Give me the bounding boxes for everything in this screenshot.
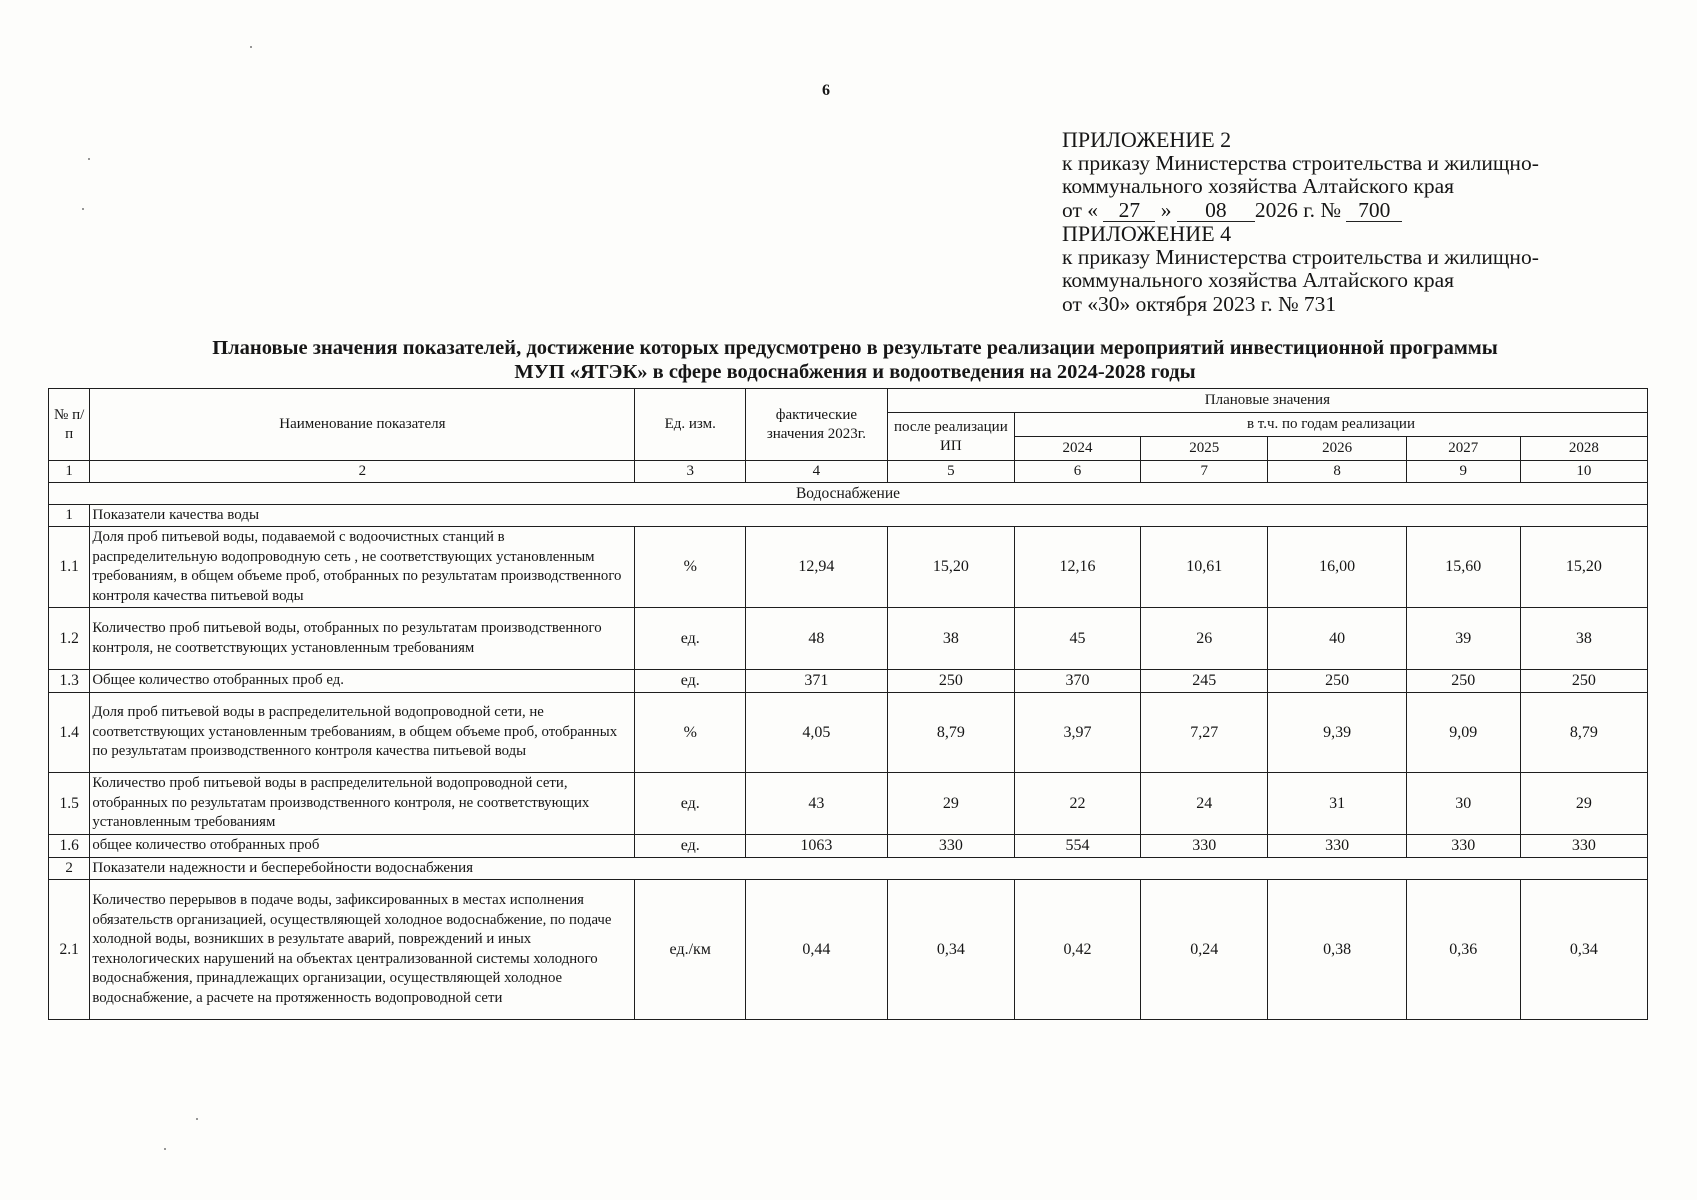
date-year: 2026 г. № [1254, 197, 1341, 222]
scan-speck [196, 1118, 198, 1120]
page-number: 6 [822, 82, 830, 99]
table-row [49, 608, 1648, 670]
row-unit: ед. [635, 835, 746, 858]
section-row [49, 483, 1648, 505]
header-planned: Плановые значения [887, 389, 1647, 413]
row-2025: 330 [1141, 835, 1268, 858]
row-2028: 330 [1520, 835, 1647, 858]
row-after: 0,34 [887, 880, 1014, 1020]
row-after: 38 [887, 608, 1014, 670]
row-actual: 12,94 [746, 527, 888, 608]
row-name: Количество перерывов в подаче воды, зафиксированных в местах исполнения обязательств организацией, осуществляющей холодное водоснабжение, по подаче холодной воды, возникших в результате аварий, повреждений и иных технологических нарушений на объектах централизованной системы холодного водоснабжения, принадлежащих организации, осуществляющей холодное водоснабжение, а расчете на протяженность водопроводной сети [90, 880, 635, 1020]
date-quote-close: » [1160, 197, 1172, 222]
row-2024: 3,97 [1014, 693, 1140, 773]
appendix2-line2: коммунального хозяйства Алтайского края [1062, 174, 1455, 198]
row-2027: 250 [1406, 670, 1520, 693]
row-name: Количество проб питьевой воды в распределительной водопроводной сети, отобранных по результатам производственного контроля, не соответствующих установленным требованиям [90, 773, 635, 835]
row-name: общее количество отобранных проб [90, 835, 635, 858]
column-index: 7 [1141, 461, 1268, 483]
row-num: 1.1 [49, 527, 90, 608]
column-index: 9 [1406, 461, 1520, 483]
row-2026: 16,00 [1268, 527, 1407, 608]
section-title: Водоснабжение [49, 483, 1648, 505]
header-after: после реализации ИП [887, 413, 1014, 461]
row-num: 1.6 [49, 835, 90, 858]
group-row [49, 505, 1648, 527]
appendix4-caption: ПРИЛОЖЕНИЕ 4 [1062, 221, 1232, 246]
row-after: 330 [887, 835, 1014, 858]
row-num: 1.3 [49, 670, 90, 693]
row-name: Доля проб питьевой воды, подаваемой с водоочистных станций в распределительную водопроводную сеть , не соответствующих установленным требованиям, в общем объеме проб, отобранных по результатам производственного контроля качества питьевой воды [90, 527, 635, 608]
appendix2-line1: к приказу Министерства строительства и жилищно- [1062, 150, 1539, 175]
column-index-row [49, 461, 1648, 483]
row-actual: 0,44 [746, 880, 888, 1020]
row-2024: 0,42 [1014, 880, 1140, 1020]
date-prefix: от « [1062, 197, 1098, 222]
row-actual: 43 [746, 773, 888, 835]
column-index: 3 [635, 461, 746, 483]
row-after: 250 [887, 670, 1014, 693]
row-actual: 48 [746, 608, 888, 670]
row-2028: 250 [1520, 670, 1647, 693]
column-index: 2 [90, 461, 635, 483]
row-2024: 12,16 [1014, 527, 1140, 608]
row-2027: 9,09 [1406, 693, 1520, 773]
row-actual: 4,05 [746, 693, 888, 773]
table-row [49, 880, 1648, 1020]
column-index: 5 [887, 461, 1014, 483]
group-row [49, 858, 1648, 880]
row-2024: 22 [1014, 773, 1140, 835]
header-year: 2026 [1268, 437, 1407, 461]
row-unit: ед./км [635, 880, 746, 1020]
header-by-years: в т.ч. по годам реализации [1014, 413, 1647, 437]
table-row [49, 670, 1648, 693]
table-row [49, 773, 1648, 835]
header-name: Наименование показателя [90, 389, 635, 461]
row-2026: 250 [1268, 670, 1407, 693]
row-2028: 38 [1520, 608, 1647, 670]
row-name: Доля проб питьевой воды в распределительной водопроводной сети, не соответствующих установленным требованиям, в общем объеме проб, отобранных по результатам производственного контроля качества питьевой воды [90, 693, 635, 773]
row-num: 1.4 [49, 693, 90, 773]
row-2025: 24 [1141, 773, 1268, 835]
title-line2: МУП «ЯТЭК» в сфере водоснабжения и водоотведения на 2024-2028 годы [514, 361, 1196, 383]
row-unit: ед. [635, 670, 746, 693]
row-2026: 330 [1268, 835, 1407, 858]
header-year: 2024 [1014, 437, 1140, 461]
column-index: 10 [1520, 461, 1647, 483]
column-index: 1 [49, 461, 90, 483]
row-actual: 1063 [746, 835, 888, 858]
group-title: Показатели качества воды [90, 505, 1648, 527]
row-2027: 0,36 [1406, 880, 1520, 1020]
row-2028: 8,79 [1520, 693, 1647, 773]
appendix2-caption: ПРИЛОЖЕНИЕ 2 [1062, 127, 1232, 152]
column-index: 6 [1014, 461, 1140, 483]
date-month: 08 [1177, 200, 1255, 222]
order-number: 700 [1346, 200, 1402, 222]
header-actual: фактические значения 2023г. [746, 389, 888, 461]
appendix4-line1: к приказу Министерства строительства и жилищно- [1062, 244, 1539, 269]
table-row [49, 835, 1648, 858]
scan-speck [164, 1148, 166, 1150]
row-2027: 30 [1406, 773, 1520, 835]
row-2025: 10,61 [1141, 527, 1268, 608]
scan-speck [88, 158, 90, 160]
row-unit: % [635, 693, 746, 773]
row-name: Количество проб питьевой воды, отобранных по результатам производственного контроля, не соответствующих установленным требованиям [90, 608, 635, 670]
row-2027: 330 [1406, 835, 1520, 858]
row-unit: ед. [635, 773, 746, 835]
appendix4-line2: коммунального хозяйства Алтайского края [1062, 268, 1455, 292]
row-2028: 15,20 [1520, 527, 1647, 608]
column-index: 4 [746, 461, 888, 483]
row-2026: 40 [1268, 608, 1407, 670]
group-num: 1 [49, 505, 90, 527]
row-after: 15,20 [887, 527, 1014, 608]
row-unit: % [635, 527, 746, 608]
header-num: № п/п [49, 389, 90, 461]
row-after: 29 [887, 773, 1014, 835]
group-num: 2 [49, 858, 90, 880]
row-2026: 31 [1268, 773, 1407, 835]
row-2028: 0,34 [1520, 880, 1647, 1020]
table-row [49, 693, 1648, 773]
row-2025: 245 [1141, 670, 1268, 693]
row-actual: 371 [746, 670, 888, 693]
row-unit: ед. [635, 608, 746, 670]
title-line1: Плановые значения показателей, достижение которых предусмотрено в результате реализации мероприятий инвестиционной программы [212, 337, 1498, 359]
row-2028: 29 [1520, 773, 1647, 835]
row-2025: 26 [1141, 608, 1268, 670]
document-title [60, 336, 1650, 384]
header-year: 2028 [1520, 437, 1647, 461]
row-2025: 7,27 [1141, 693, 1268, 773]
row-num: 1.2 [49, 608, 90, 670]
group-title: Показатели надежности и бесперебойности водоснабжения [90, 858, 1648, 880]
scan-speck [250, 46, 252, 48]
scan-speck [82, 208, 84, 210]
column-index: 8 [1268, 461, 1407, 483]
row-2024: 370 [1014, 670, 1140, 693]
indicators-table [48, 388, 1648, 1020]
row-2026: 9,39 [1268, 693, 1407, 773]
date-day: 27 [1103, 200, 1155, 222]
row-2024: 45 [1014, 608, 1140, 670]
row-2027: 15,60 [1406, 527, 1520, 608]
header-year: 2027 [1406, 437, 1520, 461]
appendix-block [1062, 128, 1682, 316]
header-year: 2025 [1141, 437, 1268, 461]
row-num: 2.1 [49, 880, 90, 1020]
appendix4-line3: от «30» октября 2023 г. № 731 [1062, 291, 1337, 316]
appendix2-date-line [1062, 199, 1682, 223]
row-name: Общее количество отобранных проб ед. [90, 670, 635, 693]
row-2026: 0,38 [1268, 880, 1407, 1020]
table-row [49, 527, 1648, 608]
row-after: 8,79 [887, 693, 1014, 773]
row-2025: 0,24 [1141, 880, 1268, 1020]
row-2027: 39 [1406, 608, 1520, 670]
row-num: 1.5 [49, 773, 90, 835]
header-unit: Ед. изм. [635, 389, 746, 461]
row-2024: 554 [1014, 835, 1140, 858]
